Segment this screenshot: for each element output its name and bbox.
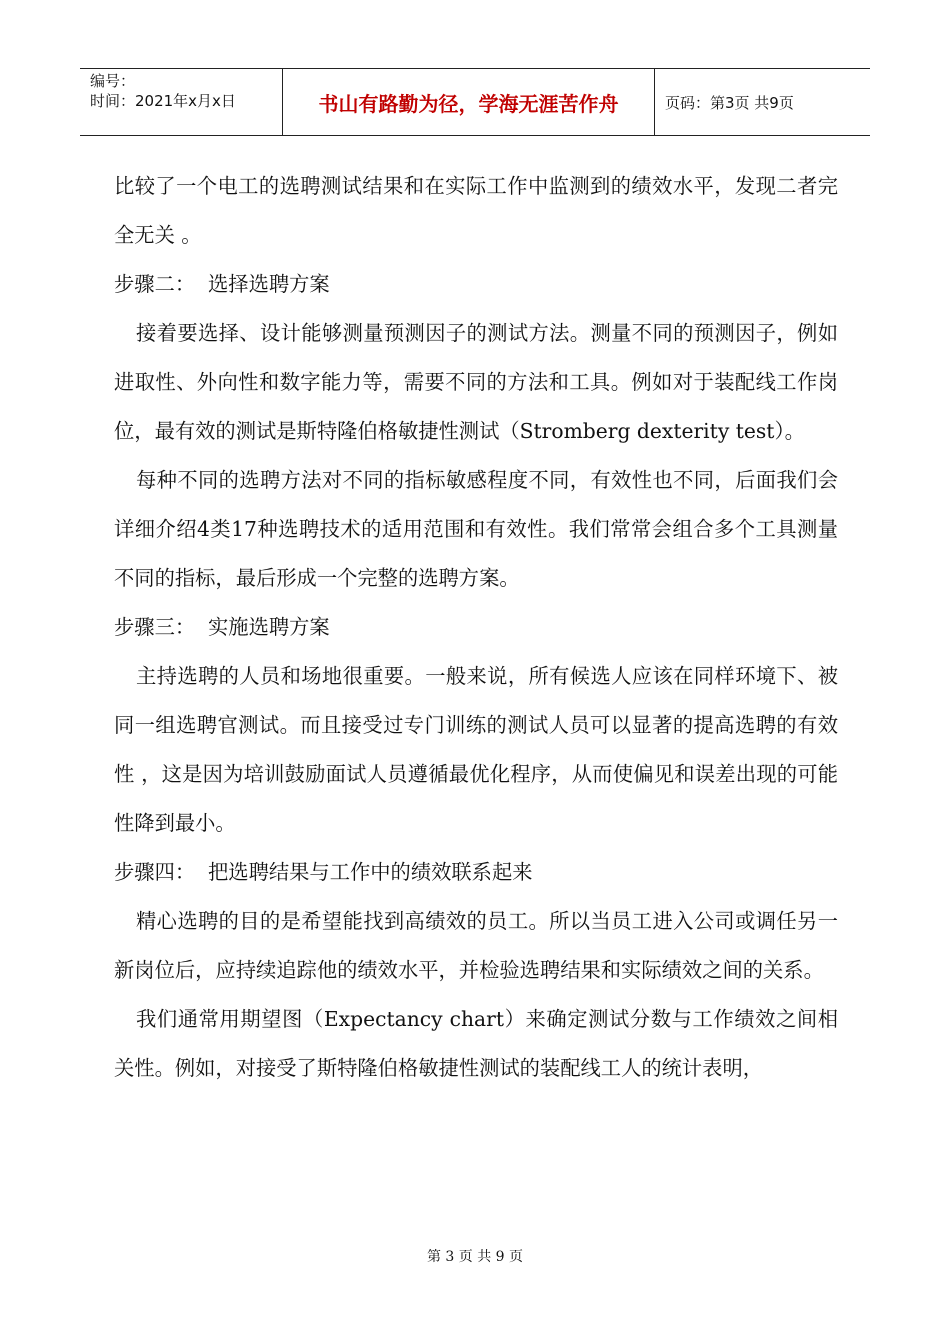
header-meta [80, 69, 282, 135]
body-paragraph: 主持选聘的人员和场地很重要。一般来说，所有候选人应该在同样环境下、被同一组选聘官测试。而且接受过专门训练的测试人员可以显著的提高选聘的有效性 ，这是因为培训鼓励面试人员遵循最优化程序，从而使偏见和误差出现的可能性降到最小。 [114, 664, 838, 835]
body-paragraph: 我们通常用期望图（Expectancy chart）来确定测试分数与工作绩效之间相关性。例如，对接受了斯特隆伯格敏捷性测试的装配线工人的统计表明， [114, 1007, 838, 1080]
step-heading: 步骤四： 把选聘结果与工作中的绩效联系起来 [114, 860, 533, 884]
document-header [80, 68, 870, 136]
body-paragraph: 比较了一个电工的选聘测试结果和在实际工作中监测到的绩效水平，发现二者完全无关 。 [114, 174, 838, 247]
page-footer: 第 3 页 共 9 页 [426, 1249, 524, 1265]
document-date-label: 时间：2021年x月x日 [90, 92, 236, 110]
header-page-info: 页码：第3页 共9页 [665, 93, 794, 112]
document-body [114, 162, 838, 1093]
document-number-label: 编号： [90, 72, 136, 90]
body-paragraph: 精心选聘的目的是希望能找到高绩效的员工。所以当员工进入公司或调任另一新岗位后，应持续追踪他的绩效水平，并检验选聘结果和实际绩效之间的关系。 [114, 909, 838, 982]
step-heading: 步骤二： 选择选聘方案 [114, 272, 330, 296]
body-paragraph: 每种不同的选聘方法对不同的指标敏感程度不同，有效性也不同，后面我们会详细介绍4类17种选聘技术的适用范围和有效性。我们常常会组合多个工具测量不同的指标，最后形成一个完整的选聘方案。 [114, 468, 838, 590]
header-motto: 书山有路勤为径，学海无涯苦作舟 [282, 69, 655, 135]
body-paragraph: 接着要选择、设计能够测量预测因子的测试方法。测量不同的预测因子，例如进取性、外向性和数字能力等，需要不同的方法和工具。例如对于装配线工作岗位，最有效的测试是斯特隆伯格敏捷性测试（Stromberg dexterity test）。 [114, 321, 838, 443]
step-heading: 步骤三： 实施选聘方案 [114, 615, 330, 639]
